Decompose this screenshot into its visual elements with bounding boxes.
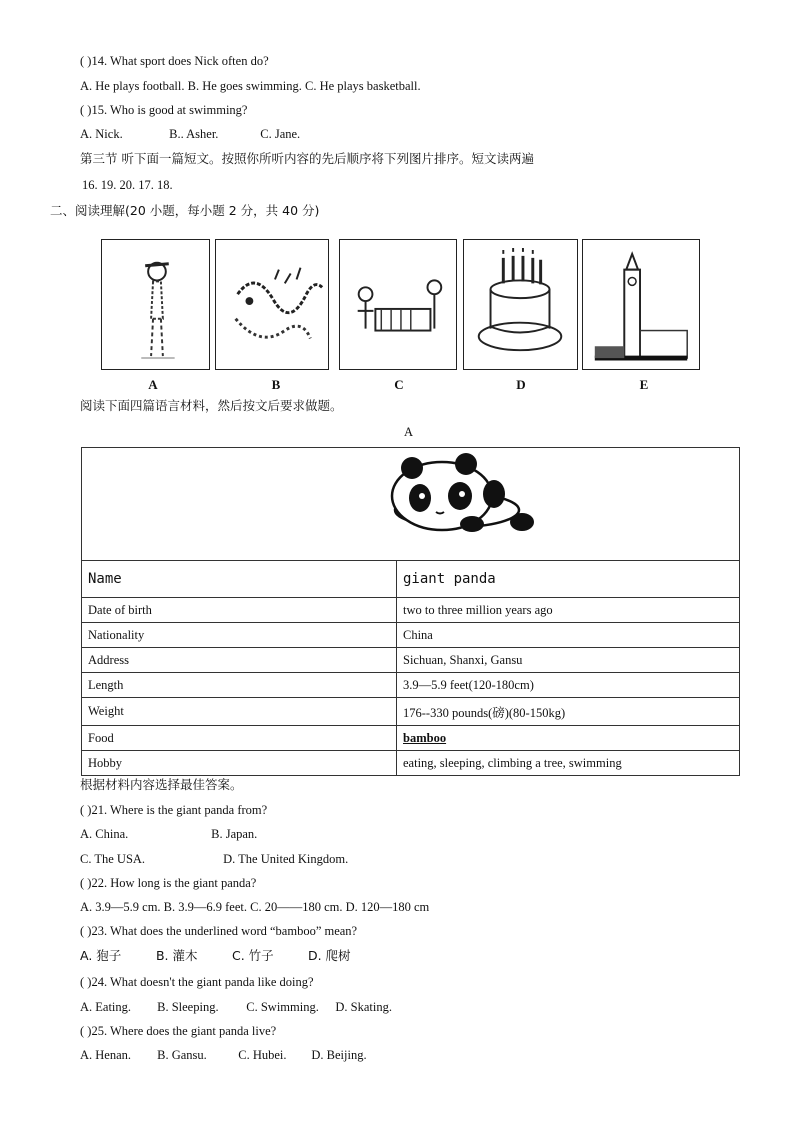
question-15: ( )15. Who is good at swimming? (80, 103, 248, 117)
option-a: A. Eating. (80, 1000, 132, 1014)
question-14: ( )14. What sport does Nick often do? (80, 54, 269, 68)
table-row (82, 561, 740, 598)
table-value: giant panda (397, 561, 740, 598)
option-a: A. Nick. (80, 127, 123, 141)
option-d: D. The United Kingdom. (223, 852, 349, 866)
option-b: B. 灌木 (155, 948, 198, 963)
question-23-options (80, 948, 351, 964)
section-3-instruction: 第三节 听下面一篇短文。按照你所听内容的先后顺序将下列图片排序。短文读两遍 (80, 151, 534, 166)
option-d: D. Beijing. (311, 1048, 367, 1062)
table-row (82, 648, 740, 673)
question-22-options: A. 3.9—5.9 cm. B. 3.9—6.9 feet. C. 20——180 cm. D. 120—180 cm (80, 900, 430, 914)
table-row (82, 673, 740, 698)
picture-label-b: B (271, 377, 281, 392)
option-c: C. Swimming. (246, 1000, 319, 1014)
table-row (82, 751, 740, 776)
option-c: C. The USA. (80, 852, 146, 866)
table-key: Date of birth (82, 598, 397, 623)
passage-label: A (404, 425, 414, 439)
picture-b-dragon (215, 239, 329, 370)
question-14-options (80, 78, 421, 94)
option-b: B.. Asher. (169, 127, 219, 141)
question-21-options-line-1 (80, 826, 257, 842)
table-key: Name (82, 561, 397, 598)
table-key: Length (82, 673, 397, 698)
option-b: B. Japan. (211, 827, 258, 841)
table-value: eating, sleeping, climbing a tree, swimming (397, 751, 740, 776)
option-c: C. 竹子 (231, 948, 274, 963)
option-c: C. Jane. (260, 127, 301, 141)
option-c: C. Hubei. (238, 1048, 287, 1062)
table-key: Hobby (82, 751, 397, 776)
table-key: Food (82, 726, 397, 751)
option-d: D. 爬树 (307, 948, 351, 963)
table-value: Sichuan, Shanxi, Gansu (397, 648, 740, 673)
picture-e-big-ben (582, 239, 700, 370)
table-row (82, 623, 740, 648)
question-21-options-line-2 (80, 851, 348, 867)
option-a: A. China. (80, 827, 129, 841)
option-b: B. Gansu. (157, 1048, 207, 1062)
picture-c-shop (339, 239, 457, 370)
panda-image-box (81, 447, 740, 561)
section-3-answers: 16. 19. 20. 17. 18. (82, 178, 173, 192)
picture-d-birthday-cake (463, 239, 578, 370)
picture-a-boy (101, 239, 210, 370)
picture-label-c: C (394, 377, 404, 392)
question-22: ( )22. How long is the giant panda? (80, 876, 257, 890)
option-a: A. He plays football. (80, 79, 185, 93)
picture-label-a: A (148, 377, 158, 392)
option-a: A. Henan. (80, 1048, 132, 1062)
question-25: ( )25. Where does the giant panda live? (80, 1024, 277, 1038)
table-key: Address (82, 648, 397, 673)
table-value: two to three million years ago (397, 598, 740, 623)
option-a: A. 狍子 (80, 948, 122, 963)
table-row (82, 726, 740, 751)
picture-label-d: D (516, 377, 526, 392)
question-15-options (80, 126, 300, 142)
table-key: Weight (82, 698, 397, 726)
table-row (82, 698, 740, 726)
question-21: ( )21. Where is the giant panda from? (80, 803, 268, 817)
question-23: ( )23. What does the underlined word “bamboo” mean? (80, 924, 358, 938)
option-c: C. He plays basketball. (304, 79, 421, 93)
question-24: ( )24. What doesn't the giant panda like doing? (80, 975, 314, 989)
table-value (397, 726, 740, 751)
table-key: Nationality (82, 623, 397, 648)
reading-heading: 二、阅读理解(20 小题，每小题 2 分，共 40 分) (50, 203, 320, 218)
panda-illustration (82, 448, 741, 562)
choose-instruction: 根据材料内容选择最佳答案。 (80, 777, 243, 792)
option-b: B. Sleeping. (157, 1000, 219, 1014)
question-25-options (80, 1047, 367, 1063)
table-value: 176--330 pounds(磅)(80-150kg) (397, 698, 740, 726)
underlined-word: bamboo (403, 730, 447, 745)
question-24-options (80, 999, 392, 1015)
option-d: D. Skating. (335, 1000, 392, 1014)
option-b: B. He goes swimming. (187, 79, 302, 93)
reading-instruction: 阅读下面四篇语言材料，然后按文后要求做题。 (80, 398, 343, 413)
table-value: China (397, 623, 740, 648)
table-value: 3.9—5.9 feet(120-180cm) (397, 673, 740, 698)
picture-label-e: E (639, 377, 649, 392)
table-row (82, 598, 740, 623)
panda-info-table (81, 560, 740, 776)
